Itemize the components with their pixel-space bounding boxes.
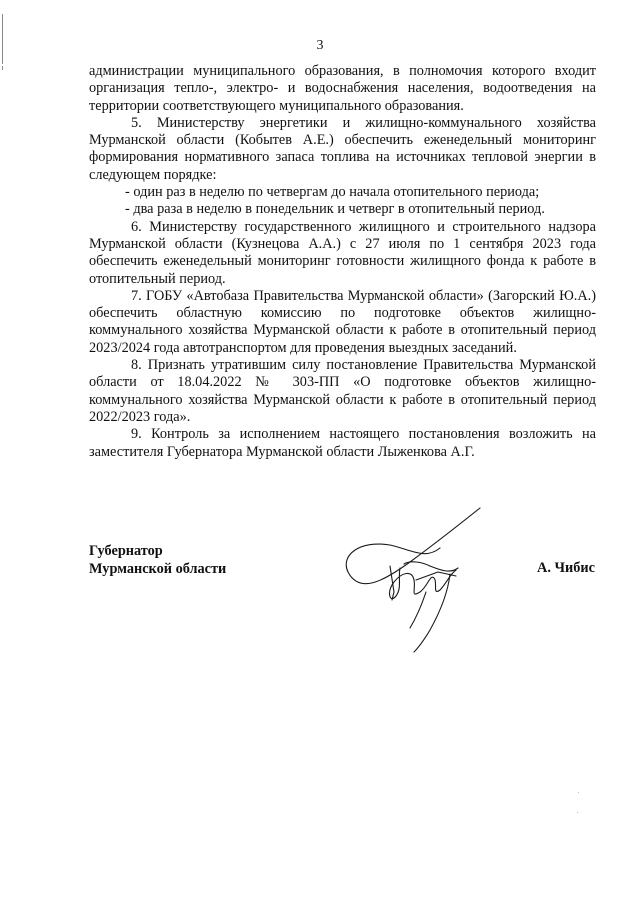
scan-edge-mark <box>2 66 3 70</box>
paragraph-item-6: 6. Министерству государственного жилищного и строительного надзора Мурманской области (Кузнецова А.А.) с 27 июля по 1 сентября 2023 года обеспечить еженедельный мониторинг готовности жилищного фонда к работе в отопительный период. <box>89 218 596 287</box>
signatory-title-line1: Губернатор <box>89 543 163 559</box>
list-item: - два раза в неделю в понедельник и четверг в отопительный период. <box>125 201 545 218</box>
handwritten-signature <box>330 500 490 660</box>
signatory-title <box>89 542 226 578</box>
scan-speck <box>577 812 578 813</box>
document-body <box>89 63 596 461</box>
page-number: 3 <box>316 38 324 53</box>
paragraph-item-8: 8. Признать утратившим силу постановление Правительства Мурманской области от 18.04.2022 № 303-ПП «О подготовке объектов жилищно-коммунального хозяйства Мурманской области к работе в отопительный период 2022/2023 года». <box>89 357 596 425</box>
scan-speck <box>578 792 579 793</box>
signatory-title-line2: Мурманской области <box>89 561 227 577</box>
signatory-name: А. Чибис <box>537 560 595 576</box>
list-item: - один раз в неделю по четвергам до начала отопительного периода; <box>125 184 540 201</box>
paragraph-item-9: 9. Контроль за исполнением настоящего постановления возложить на заместителя Губернатора Мурманской области Лыженкова А.Г. <box>89 426 596 460</box>
paragraph-item-5: 5. Министерству энергетики и жилищно-коммунального хозяйства Мурманской области (Кобытев А.Е.) обеспечить еженедельный мониторинг формирования нормативного запаса топлива на источниках тепловой энергии в следующем порядке: <box>89 114 596 183</box>
paragraph-continuation: администрации муниципального образования, в полномочия которого входит организация тепло-, электро- и водоснабжения населения, водоотведения на территории соответствующего муниципального образования. <box>89 63 596 114</box>
paragraph-item-7: 7. ГОБУ «Автобаза Правительства Мурманской области» (Загорский Ю.А.) обеспечить областную комиссию по подготовке объектов жилищно-коммунального хозяйства Мурманской области к работе в отопительный период 2023/2024 года автотранспортом для проведения выездных заседаний. <box>89 287 596 356</box>
